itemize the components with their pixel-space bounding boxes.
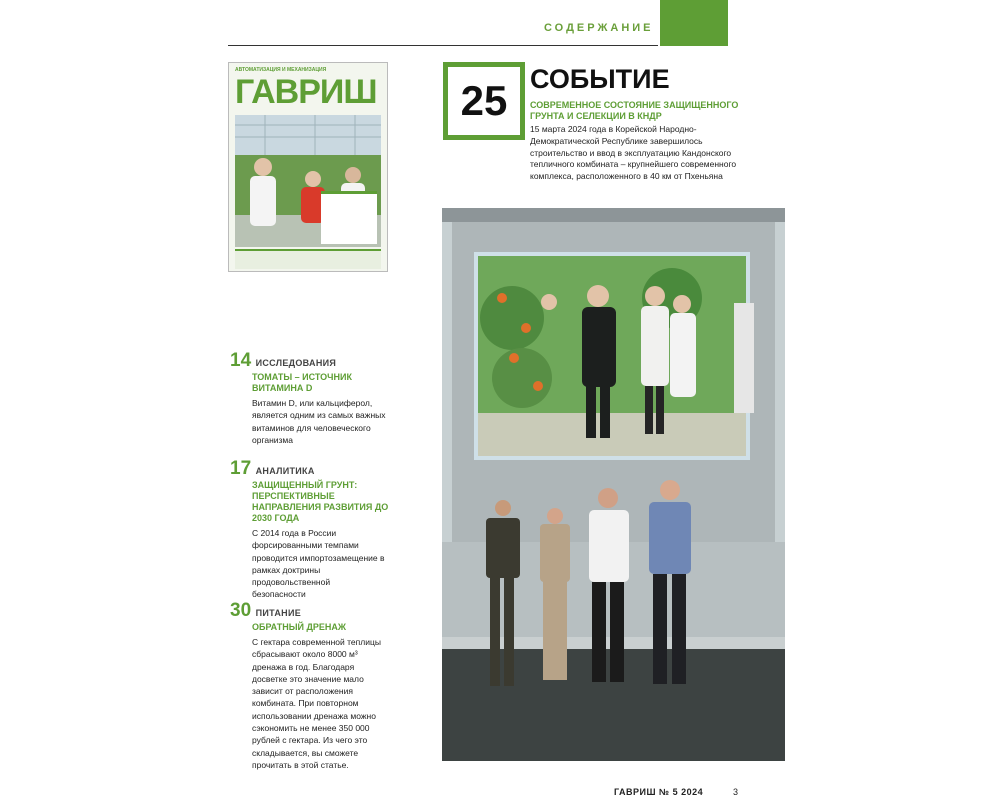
- toc-page-number: 17: [230, 458, 252, 479]
- toc-category: ИССЛЕДОВАНИЯ: [255, 358, 337, 368]
- event-summary: 15 марта 2024 года в Корейской Народно-Демократической Республике завершилось строительство и ввод в эксплуатацию Кандонского тепличного комбината – крупнейшего современного комплекса, расположенного в 40 км от Пхеньяна: [530, 124, 737, 182]
- event-category: СОБЫТИЕ: [530, 64, 670, 94]
- section-label: СОДЕРЖАНИЕ: [544, 22, 654, 34]
- toc-page-number: 30: [230, 600, 252, 621]
- toc-category: АНАЛИТИКА: [255, 466, 315, 476]
- cover-badge: [321, 191, 377, 244]
- cover-footer-strip: [235, 249, 381, 269]
- header-accent-block: [660, 0, 728, 46]
- event-title[interactable]: СОВРЕМЕННОЕ СОСТОЯНИЕ ЗАЩИЩЕННОГО ГРУНТА И СЕЛЕКЦИИ В КНДР: [530, 100, 739, 121]
- toc-summary: С гектара современной теплицы сбрасывают около 8000 м³ дренажа в год. Благодаря досветке это значение мало зависит от расположения комбината. При повторном использовании дренажа можно сэкономить не менее 350 000 рублей с гектара. Из чего это складывается, вы сможете прочитать в этой статье.: [252, 637, 381, 770]
- toc-page-number: 14: [230, 350, 252, 371]
- magazine-cover[interactable]: [228, 62, 388, 272]
- toc-title[interactable]: ОБРАТНЫЙ ДРЕНАЖ: [252, 622, 347, 632]
- main-photo: [442, 208, 785, 761]
- cover-logo: ГАВРИШ: [235, 73, 377, 111]
- toc-summary: Витамин D, или кальциферол, является одним из самых важных витаминов для человеческого организма: [252, 398, 386, 445]
- toc-category: ПИТАНИЕ: [255, 608, 302, 618]
- toc-summary: С 2014 года в России форсированными темпами проводится импортозамещение в рамках доктрины продовольственной безопасности: [252, 528, 385, 600]
- toc-title[interactable]: ТОМАТЫ – ИСТОЧНИК ВИТАМИНА D: [252, 372, 352, 393]
- toc-entry-analytics[interactable]: [230, 460, 390, 601]
- page-number: 3: [733, 787, 739, 797]
- toc-title[interactable]: ЗАЩИЩЕННЫЙ ГРУНТ: ПЕРСПЕКТИВНЫЕ НАПРАВЛЕНИЯ РАЗВИТИЯ ДО 2030 ГОДА: [252, 480, 389, 523]
- event-page-number[interactable]: 25: [443, 62, 525, 140]
- toc-entry-research[interactable]: [230, 352, 390, 446]
- header-divider: [228, 45, 658, 46]
- cover-top-strip: АВТОМАТИЗАЦИЯ И МЕХАНИЗАЦИЯ: [235, 67, 327, 73]
- toc-entry-nutrition[interactable]: [230, 602, 390, 771]
- magazine-issue: ГАВРИШ № 5 2024: [614, 787, 704, 797]
